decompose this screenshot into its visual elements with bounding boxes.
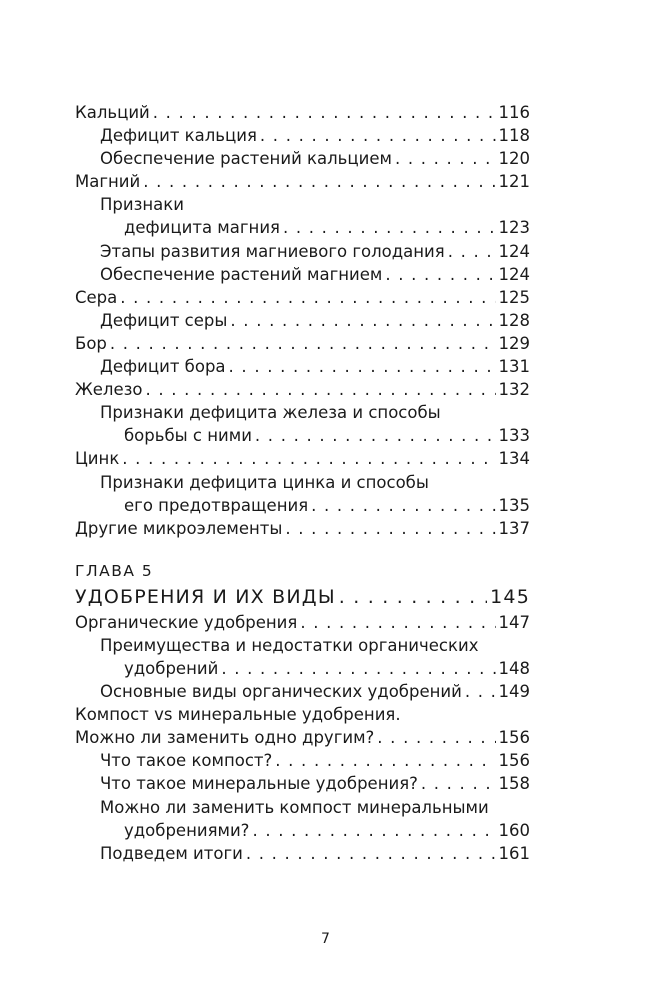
toc-page-number: 123: [498, 218, 530, 238]
toc-entry: [75, 680, 530, 703]
toc-page-number: 156: [498, 728, 530, 748]
toc-entry: [75, 726, 530, 749]
toc-page-number: 129: [498, 333, 530, 353]
toc-entry-text: Компост vs минеральные удобрения.: [75, 705, 401, 725]
toc-page-number: 135: [498, 495, 530, 515]
toc-entry: [75, 263, 530, 286]
toc-entry: [75, 124, 530, 147]
dot-leader: [275, 749, 495, 772]
toc-entry: [75, 657, 530, 680]
toc-entry: [75, 147, 530, 170]
toc-entry: [75, 611, 530, 634]
dot-leader: [448, 240, 496, 263]
toc-entry-text: Дефицит кальция: [100, 126, 257, 146]
toc-entry-text-continued: Можно ли заменить одно другим?: [75, 728, 375, 748]
toc-entry-text: Обеспечение растений кальцием: [100, 149, 392, 169]
toc-page-number: 137: [498, 518, 530, 538]
toc-page-number: 132: [498, 380, 530, 400]
toc-entry: [75, 216, 530, 239]
toc-page-number: 118: [498, 126, 530, 146]
toc-entry: [75, 101, 530, 124]
dot-leader: [153, 101, 496, 124]
dot-leader: [246, 842, 496, 865]
dot-leader: [143, 170, 495, 193]
toc-page-number: 148: [498, 658, 530, 678]
dot-leader: [421, 772, 496, 795]
toc-entry: [75, 170, 530, 193]
toc-section-a: [75, 101, 530, 540]
dot-leader: [260, 124, 496, 147]
toc-page-number: 160: [498, 820, 530, 840]
dot-leader: [311, 494, 495, 517]
toc-entry: [75, 749, 530, 772]
toc-entry-text: Что такое минеральные удобрения?: [100, 774, 418, 794]
toc-page-number: 124: [498, 264, 530, 284]
toc-entry: [75, 772, 530, 795]
toc-entry-text: Дефицит серы: [100, 310, 228, 330]
chapter-label: ГЛАВА 5: [75, 561, 154, 580]
dot-leader: [385, 263, 495, 286]
toc-entry-text: Сера: [75, 287, 118, 307]
toc-entry-text-continued: дефицита магния: [124, 218, 280, 238]
toc-page-number: 128: [498, 310, 530, 330]
dot-leader: [283, 216, 496, 239]
toc-entry: [75, 447, 530, 470]
toc-entry-text: Другие микроэлементы: [75, 518, 283, 538]
toc-entry-text-continued: его предотвращения: [124, 495, 309, 515]
toc-page-number: 134: [498, 449, 530, 469]
toc-page-number: 158: [498, 774, 530, 794]
toc-page-number: 133: [498, 426, 530, 446]
dot-leader: [255, 424, 496, 447]
toc-entry-text: Бор: [75, 333, 107, 353]
toc-entry-text: Органические удобрения: [75, 612, 298, 632]
toc-page-number: 120: [498, 149, 530, 169]
page-number: 7: [321, 931, 330, 947]
dot-leader: [120, 286, 495, 309]
toc-page-number: 124: [498, 241, 530, 261]
toc-entry-text: Основные виды органических удобрений: [100, 682, 462, 702]
toc-entry-text: Этапы развития магниевого голодания: [100, 241, 445, 261]
dot-leader: [285, 517, 495, 540]
toc-page-number: 125: [498, 287, 530, 307]
toc-entry-text: Признаки дефицита железа и способы: [100, 403, 441, 423]
toc-page-number: 149: [498, 682, 530, 702]
chapter-title-entry: [75, 583, 530, 611]
toc-entry-text: Подведем итоги: [100, 843, 243, 863]
toc-entry-text: Дефицит бора: [100, 357, 226, 377]
dot-leader: [122, 447, 495, 470]
toc-entry-text-continued: удобрениями?: [124, 820, 250, 840]
dot-leader: [110, 332, 496, 355]
toc-page-number: 131: [498, 357, 530, 377]
toc-page-number: 147: [498, 612, 530, 632]
toc-entry-text: Признаки: [100, 195, 184, 215]
toc-entry-text: Железо: [75, 380, 143, 400]
toc-entry: [75, 494, 530, 517]
dot-leader: [395, 147, 496, 170]
toc-entry: [75, 309, 530, 332]
toc-page-number: 161: [498, 843, 530, 863]
toc-entry-text: Что такое компост?: [100, 751, 273, 771]
toc-entry: [75, 286, 530, 309]
dot-leader: [252, 819, 495, 842]
toc-entry-text-continued: борьбы с ними: [124, 426, 252, 446]
toc-entry-text: Цинк: [75, 449, 120, 469]
toc-entry-text: Обеспечение растений магнием: [100, 264, 383, 284]
dot-leader: [229, 355, 496, 378]
dot-leader: [300, 611, 495, 634]
chapter-page: 145: [490, 585, 530, 608]
toc-entry-text-continued: удобрений: [124, 658, 219, 678]
toc-page-number: 156: [498, 751, 530, 771]
toc-entry-text: Преимущества и недостатки органических: [100, 635, 479, 655]
dot-leader: [377, 726, 495, 749]
toc-page-number: 116: [498, 103, 530, 122]
toc-entry: [75, 517, 530, 540]
toc-entry: [75, 819, 530, 842]
table-of-contents: [75, 101, 530, 865]
toc-entry: [75, 355, 530, 378]
toc-section-b: [75, 611, 530, 865]
dot-leader: [230, 309, 495, 332]
toc-entry: [75, 378, 530, 401]
toc-entry: [75, 842, 530, 865]
toc-entry-text: Признаки дефицита цинка и способы: [100, 472, 429, 492]
toc-entry: [75, 240, 530, 263]
toc-page-number: 121: [498, 172, 530, 192]
dot-leader: [221, 657, 495, 680]
dot-leader: [146, 378, 496, 401]
dot-leader: [339, 583, 487, 611]
toc-entry-text: Можно ли заменить компост минеральными: [100, 797, 489, 817]
toc-entry-text: Магний: [75, 172, 141, 192]
dot-leader: [465, 680, 496, 703]
toc-entry: [75, 424, 530, 447]
toc-entry-text: Кальций: [75, 103, 150, 122]
chapter-title: УДОБРЕНИЯ И ИХ ВИДЫ: [75, 585, 336, 608]
toc-entry: [75, 332, 530, 355]
